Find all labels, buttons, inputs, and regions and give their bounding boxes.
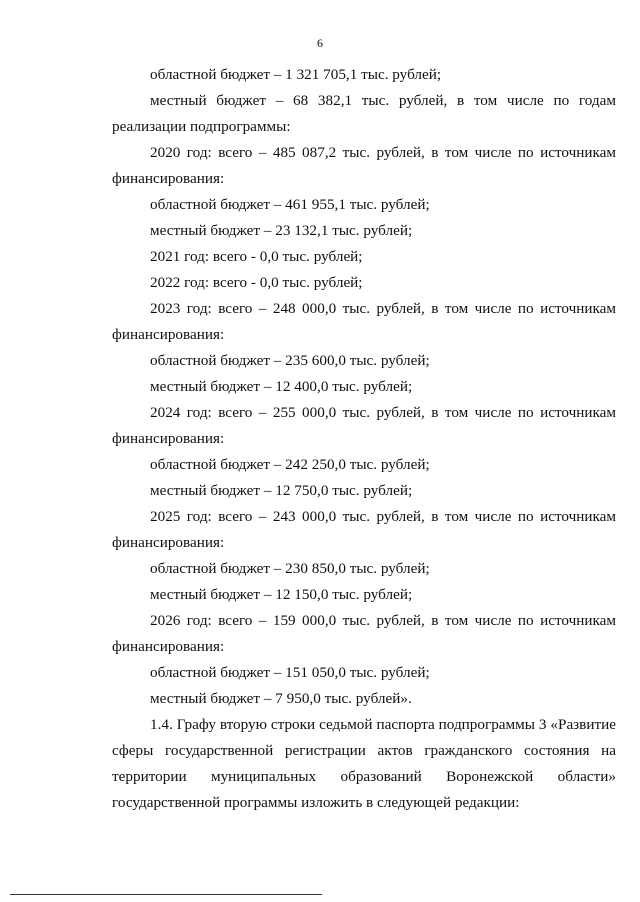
document-body xyxy=(112,62,616,816)
page-number: 6 xyxy=(317,36,323,50)
text-line: областной бюджет – 151 050,0 тыс. рублей; xyxy=(150,664,430,681)
text-line: 2023 год: всего – 248 000,0 тыс. рублей, в том числе по источникам xyxy=(150,300,616,317)
text-line: областной бюджет – 1 321 705,1 тыс. рублей; xyxy=(150,66,442,83)
text-line: реализации подпрограммы: xyxy=(112,118,291,135)
text-line: местный бюджет – 12 150,0 тыс. рублей; xyxy=(150,586,413,603)
text-line: 1.4. Графу вторую строки седьмой паспорта подпрограммы 3 «Развитие xyxy=(150,716,616,733)
text-line: областной бюджет – 235 600,0 тыс. рублей; xyxy=(150,352,430,369)
text-line: 2021 год: всего - 0,0 тыс. рублей; xyxy=(150,248,363,265)
text-line: 2025 год: всего – 243 000,0 тыс. рублей, в том числе по источникам xyxy=(150,508,616,525)
text-line: финансирования: xyxy=(112,638,225,655)
text-line: финансирования: xyxy=(112,326,225,343)
text-line: государственной программы изложить в следующей редакции: xyxy=(112,794,520,811)
text-line: местный бюджет – 68 382,1 тыс. рублей, в том числе по годам xyxy=(150,92,616,109)
text-line: местный бюджет – 12 750,0 тыс. рублей; xyxy=(150,482,413,499)
text-line: 2026 год: всего – 159 000,0 тыс. рублей, в том числе по источникам xyxy=(150,612,616,629)
text-line: местный бюджет – 7 950,0 тыс. рублей». xyxy=(150,690,412,707)
text-line: территории муниципальных образований Воронежской области» xyxy=(112,768,616,785)
text-line: финансирования: xyxy=(112,430,225,447)
text-line: 2022 год: всего - 0,0 тыс. рублей; xyxy=(150,274,363,291)
text-line: областной бюджет – 461 955,1 тыс. рублей; xyxy=(150,196,430,213)
text-line: финансирования: xyxy=(112,170,225,187)
text-line: местный бюджет – 12 400,0 тыс. рублей; xyxy=(150,378,413,395)
bottom-divider xyxy=(10,894,322,895)
text-line: 2024 год: всего – 255 000,0 тыс. рублей, в том числе по источникам xyxy=(150,404,616,421)
text-line: местный бюджет – 23 132,1 тыс. рублей; xyxy=(150,222,413,239)
text-line: областной бюджет – 230 850,0 тыс. рублей; xyxy=(150,560,430,577)
text-line: 2020 год: всего – 485 087,2 тыс. рублей, в том числе по источникам xyxy=(150,144,616,161)
text-line: областной бюджет – 242 250,0 тыс. рублей; xyxy=(150,456,430,473)
text-line: сферы государственной регистрации актов гражданского состояния на xyxy=(112,742,616,759)
text-line: финансирования: xyxy=(112,534,225,551)
